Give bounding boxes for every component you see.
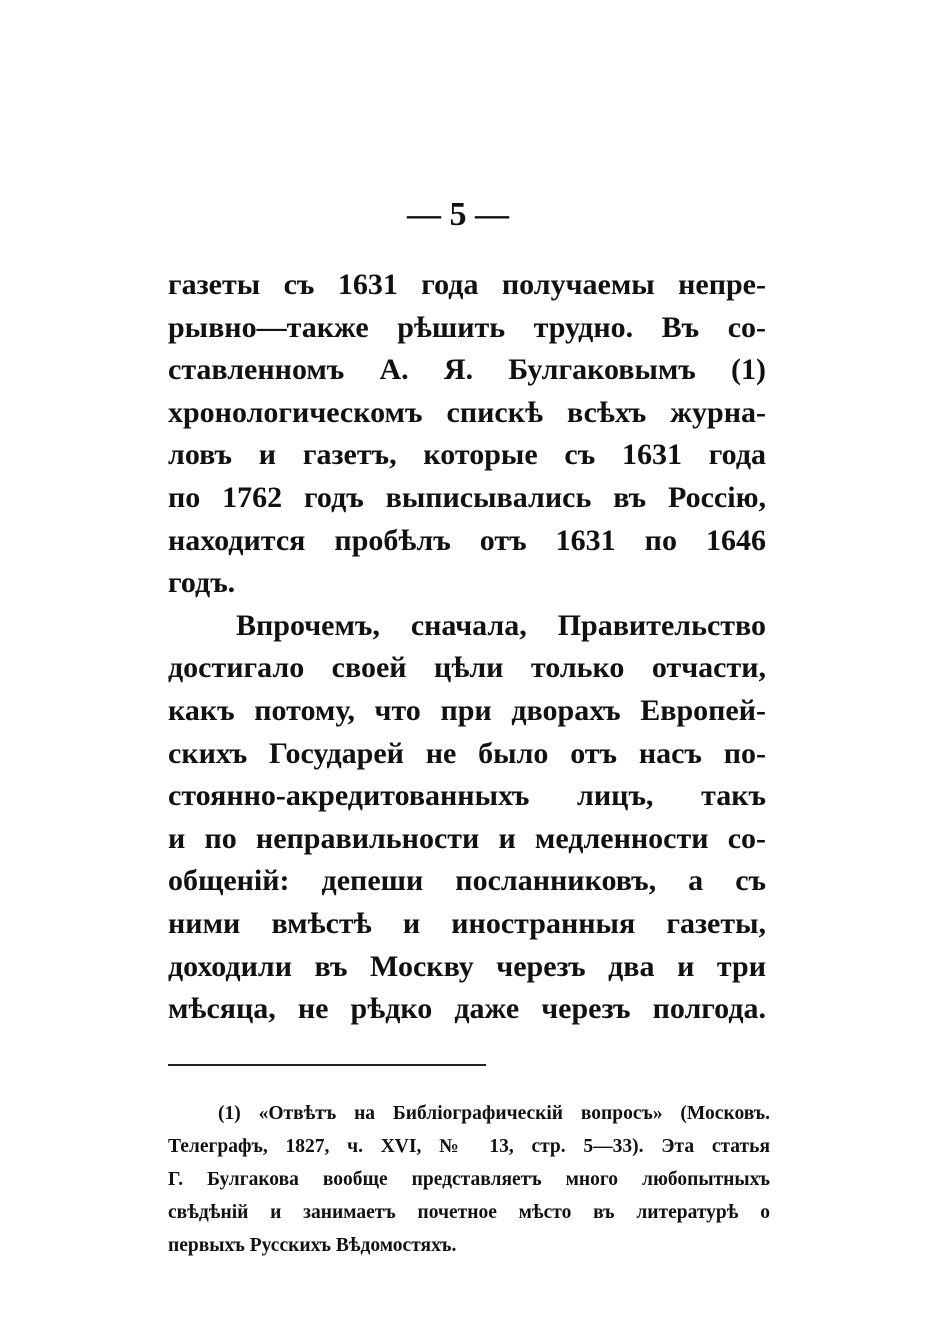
footnote-line: (1) «Отвѣтъ на Библіографическій вопросъ» (Московъ. [218, 1103, 770, 1124]
body-line: годъ. [168, 566, 236, 600]
body-line: стоянно-акредитованныхъ лицъ, такъ [168, 779, 766, 813]
body-line: мѣсяца, не рѣдко даже черезъ полгода. [168, 992, 766, 1026]
body-line: рывно—также рѣшить трудно. Въ со- [168, 310, 766, 344]
body-line: ними вмѣстѣ и иностранныя газеты, [168, 906, 766, 940]
body-line: достигало своей цѣли только отчасти, [168, 651, 766, 685]
page-number-text: — 5 — [407, 196, 509, 233]
body-line: скихъ Государей не было отъ насъ по- [168, 736, 766, 770]
footnote-line: первыхъ Русскихъ Вѣдомостяхъ. [168, 1235, 457, 1256]
body-line: общеній: депеши посланниковъ, а съ [168, 864, 766, 898]
footnote-line: Телеграфъ, 1827, ч. XVI, № 13, стр. 5—33). Эта статья [168, 1136, 770, 1157]
body-line: Впрочемъ, сначала, Правительство [236, 608, 766, 642]
page-number [0, 196, 936, 234]
body-text [168, 264, 766, 1031]
body-line: по 1762 годъ выписывались въ Россію, [168, 480, 766, 514]
body-line: доходили въ Москву черезъ два и три [168, 949, 766, 983]
body-line: какъ потому, что при дворахъ Европей- [168, 693, 766, 727]
body-line: ловъ и газетъ, которые съ 1631 года [168, 438, 766, 472]
body-line: находится пробѣлъ отъ 1631 по 1646 [168, 523, 766, 557]
footnote-line: Г. Булгакова вообще представляетъ много любопытныхъ [168, 1169, 770, 1190]
body-line: хронологическомъ спискѣ всѣхъ журна- [168, 395, 766, 429]
body-line: и по неправильности и медленности со- [168, 821, 766, 855]
body-line: ставленномъ А. Я. Булгаковымъ (1) [168, 353, 766, 387]
footnote-line: свѣдѣній и занимаетъ почетное мѣсто въ литературѣ о [168, 1202, 770, 1223]
footnote [168, 1097, 770, 1262]
footnote-divider [168, 1064, 486, 1066]
body-line: газеты съ 1631 года получаемы непре- [168, 268, 766, 301]
